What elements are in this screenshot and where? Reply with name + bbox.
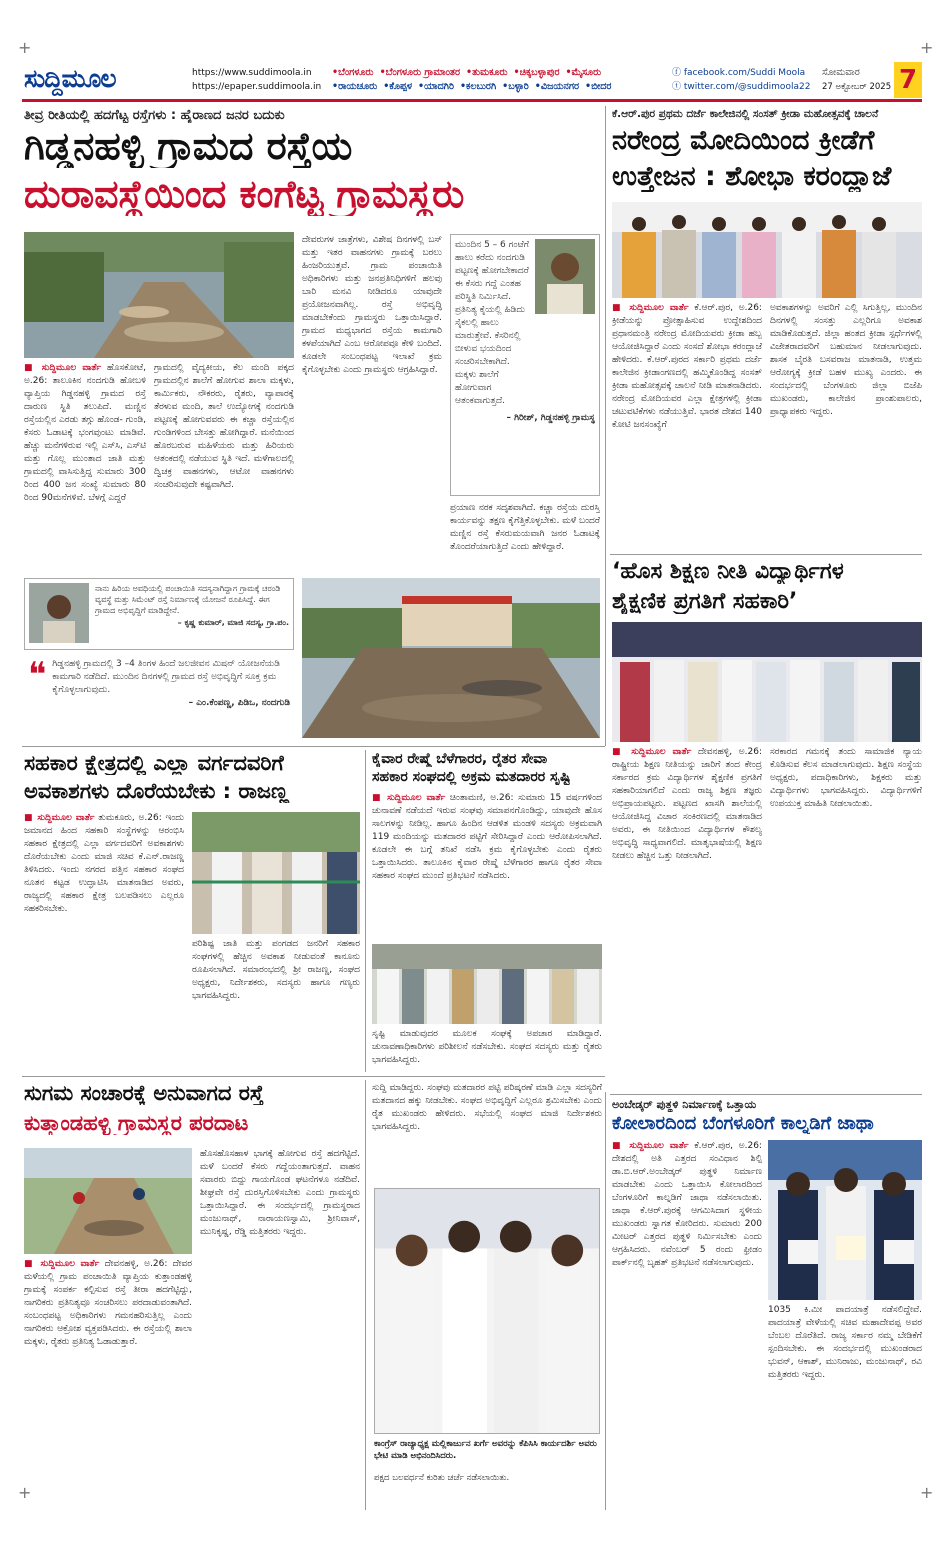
story5-column-1-text: ಚಿಂತಾಮಣಿ, ಅ.26: ಸುಮಾರು 15 ವರ್ಷಗಳಿಂದ ಚುನಾವಣೆ ನಡೆಯದೆ ಇರುವ ಸಂಘವು ಸಮಾಪನಗೊಂಡಿದ್ದು, ಯಾವುದೇ ಹೊಸ ಸಾಲಗಳನ್ನು ನೀಡಿಲ್ಲ. ಹಾಗೂ ಹಿಂದಿನ ಆಡಳಿತ ಮಂಡಳಿ ಸದಸ್ಯರು ಅಕ್ರಮವಾಗಿ 119 ಮಂದಿಯನ್ನು ಮತದಾರರ ಪಟ್ಟಿಗೆ ಸೇರಿಸಿದ್ದಾರೆ ಎಂದು ಆರೋಪಿಸಲಾಗಿದೆ. ಕೂಡಲೇ ಈ ಬಗ್ಗೆ ತನಿಖೆ ನಡೆಸಿ ಕ್ರಮ ಕೈಗೊಳ್ಳಬೇಕು ಎಂದು ರೈತರು ಒತ್ತಾಯಿಸಿದರು. ತಾಲೂಕಿನ ಕೈವಾರ ರೇಷ್ಮೆ ಬೆಳೆಗಾರರ ಹಾಗೂ ರೈತರ ಸೇವಾ ಸಹಕಾರ ಸಂಘದ ಮುಂದೆ ಪ್ರತಿಭಟನೆ ನಡೆಸಿದರು. [372, 793, 602, 881]
story1-column-3-text: ದೇವರುಗಳ ಜಾತ್ರೆಗಳು, ವಿಶೇಷ ದಿನಗಳಲ್ಲಿ ಬಸ್ ಮತ್ತು ಇತರ ವಾಹನಗಳು ಗ್ರಾಮಕ್ಕೆ ಬರಲು ಹಿಂಜರಿಯುತ್ತವೆ. ಗ್ರಾಮ ಪಂಚಾಯಿತಿ ಅಧಿಕಾರಿಗಳು ಮತ್ತು ಜನಪ್ರತಿನಿಧಿಗಳಿಗೆ ಹಲವು ಬಾರಿ ಮನವಿ ನೀಡಿದರೂ ಯಾವುದೇ ಪ್ರಯೋಜನವಾಗಿಲ್ಲ. ರಸ್ತೆ ಅಭಿವೃದ್ಧಿ ಮಾಡಬೇಕೆಂದು ಗ್ರಾಮಸ್ಥರು ಒತ್ತಾಯಿಸಿದ್ದಾರೆ. ಗ್ರಾಮದ ಮಧ್ಯಭಾಗದ ರಸ್ತೆಯ ಕಾಮಗಾರಿ ಕಳಪೆಯಾಗಿದೆ ಎಂಬ ಆರೋಪವೂ ಕೇಳಿ ಬಂದಿದೆ. ಕೂಡಲೇ ಸಂಬಂಧಪಟ್ಟ ಇಲಾಖೆ ಕ್ರಮ ಕೈಗೊಳ್ಳಬೇಕು ಎಂದು ಗ್ರಾಮಸ್ಥರು ಆಗ್ರಹಿಸಿದ್ದಾರೆ. [302, 235, 442, 375]
story3-column-1 [612, 746, 762, 1092]
city-item: •ಬೀದರ [585, 81, 612, 92]
quote-2-text: ನಾನು ಹಿರಿಯ ಅವಧಿಯಲ್ಲಿ ಪಂಚಾಯಿತಿ ಸದಸ್ಯನಾಗಿದ್ದಾಗ ಗ್ರಾಮಕ್ಕೆ ಚರಂಡಿ ವ್ಯವಸ್ಥೆ ಮತ್ತು ಸಿಮೆಂಟ್ ರಸ್ತೆ ನಿರ್ಮಾಣಕ್ಕೆ ಯೋಜನೆ ರೂಪಿಸಿದ್ದೆ. ಈಗ ಗ್ರಾಮದ ಅಭಿವೃದ್ಧಿಗೆ ಮಾಡಿದ್ದೇನೆ. [95, 584, 281, 615]
facebook-handle: facebook.com/Suddi Moola [683, 68, 806, 78]
story8-dateline: ■ ಸುದ್ದಿಮೂಲ ವಾರ್ತೆ [612, 1141, 689, 1151]
twitter-icon: ⓣ [672, 82, 684, 92]
facebook-icon: ⓕ [672, 68, 684, 78]
story2-kicker: ಕೆ.ಆರ್.ಪುರ ಪ್ರಥಮ ದರ್ಜೆ ಕಾಲೇಜಿನಲ್ಲಿ ಸಂಸತ್ ಕ್ರೀಡಾ ಮಹೋತ್ಸವಕ್ಕೆ ಚಾಲನೆ [612, 108, 879, 120]
story7-photo-caption: ಕಾಂಗ್ರೆಸ್ ರಾಜ್ಯಾಧ್ಯಕ್ಷ ಮಲ್ಲಿಕಾರ್ಜುನ ಖರ್ಗೆ ಅವರನ್ನು ಕೆಪಿಸಿಸಿ ಕಾರ್ಯದರ್ಶಿ ಅವರು ಭೇಟಿ ಮಾಡಿ ಅಭಿನಂದಿಸಿದರು. [374, 1439, 597, 1461]
story1-column-2 [154, 362, 294, 574]
facebook-link[interactable] [672, 66, 810, 80]
column-divider-mid [365, 750, 366, 1072]
masthead [22, 62, 922, 102]
city-item: •ಮೈಸೂರು [565, 67, 602, 78]
story1-quote-box [450, 234, 600, 496]
story5-column-2-text: ಸೃಷ್ಟಿ ಮಾಡುವುದರ ಮೂಲಕ ಸಂಘಕ್ಕೆ ಅಪಚಾರ ಮಾಡಿದ್ದಾರೆ. ಚುನಾವಣಾಧಿಕಾರಿಗಳು ಪರಿಶೀಲನೆ ನಡೆಸಬೇಕು. ಸಂಘದ ಸದಸ್ಯರು ಮತ್ತು ರೈತರು ಭಾಗವಹಿಸಿದ್ದರು. [372, 1029, 602, 1065]
story7-column-1 [372, 1082, 602, 1182]
story7-column-1-text: ಸುದ್ದಿ ಮಾಡಿದ್ದರು. ಸಂಘವು ಮತದಾರರ ಪಟ್ಟಿ ಪರಿಷ್ಕರಣೆ ಮಾಡಿ ಎಲ್ಲಾ ಸದಸ್ಯರಿಗೆ ಮತದಾನದ ಹಕ್ಕು ನೀಡಬೇಕು. ಸಂಘದ ಅಭಿವೃದ್ಧಿಗೆ ಎಲ್ಲರೂ ಶ್ರಮಿಸಬೇಕು ಎಂದು ರೈತ ಮುಖಂಡರು ಹೇಳಿದರು. ಸಭೆಯಲ್ಲಿ ಸಂಘದ ಮಾಜಿ ನಿರ್ದೇಶಕರು ಭಾಗವಹಿಸಿದ್ದರು. [372, 1083, 602, 1132]
story1-quote-3 [24, 654, 294, 730]
story2-column-1 [612, 302, 762, 550]
newspaper-page [22, 62, 922, 1512]
story4-column-1 [24, 812, 184, 1072]
city-item: •ವಿಜಯನಗರ [534, 81, 580, 92]
story1-headline-1: ಗಿಡ್ಡನಹಳ್ಳಿ ಗ್ರಾಮದ ರಸ್ತೆಯ [24, 126, 353, 168]
story4-dateline: ■ ಸುದ್ದಿಮೂಲ ವಾರ್ತೆ [24, 813, 95, 823]
city-item: •ತುಮಕೂರು [466, 67, 508, 78]
story1-photo-village [302, 578, 600, 738]
column-divider-right [605, 1092, 606, 1510]
masthead-urls [192, 66, 321, 94]
quote-box-portrait [535, 239, 595, 314]
story8-headline: ಕೋಲಾರದಿಂದ ಬೆಂಗಳೂರಿಗೆ ಕಾಲ್ನಡಿಗೆ ಜಾಥಾ [612, 1114, 874, 1134]
weekday: ಸೋಮವಾರ [822, 67, 860, 78]
issue-date [822, 66, 891, 94]
story1-photo-road [24, 232, 294, 358]
story6-headline-2: ಕುತ್ತಾಂಡಹಳ್ಳಿ ಗ್ರಾಮಸ್ಥರ ಪರದಾಟ [24, 1112, 249, 1135]
story2-headline-1: ನರೇಂದ್ರ ಮೋದಿಯಿಂದ ಕ್ರೀಡೆಗೆ [612, 126, 875, 156]
city-item: •ಬಳ್ಳಾರಿ [502, 81, 529, 92]
story5-column-2 [372, 1028, 602, 1074]
story2-dateline: ■ ಸುದ್ದಿಮೂಲ ವಾರ್ತೆ [612, 303, 689, 313]
quote-3-text: ಗಿಡ್ಡನಹಳ್ಳಿ ಗ್ರಾಮದಲ್ಲಿ 3 –4 ತಿಂಗಳ ಹಿಂದೆ ಜಲಜೀವನ ಮಿಷನ್ ಯೋಜನೆಯಡಿ ಕಾಮಗಾರಿ ನಡೆದಿದೆ. ಮುಂದಿನ ದಿನಗಳಲ್ಲಿ ಗ್ರಾಮದ ರಸ್ತೆ ಅಭಿವೃದ್ಧಿಗೆ ಸೂಕ್ತ ಕ್ರಮ ಕೈಗೊಳ್ಳಲಾಗುವುದು. [52, 659, 280, 695]
epaper-link[interactable]: https://epaper.suddimoola.in [192, 82, 322, 92]
quote-mark-icon: ❝ [28, 655, 47, 695]
twitter-handle: twitter.com/@suddimoola22 [683, 82, 811, 92]
story3-photo-group [612, 622, 922, 742]
crop-mark-br: + [920, 1483, 934, 1502]
city-item: •ಕಲಬುರಗಿ [459, 81, 497, 92]
quote-box-signature: – ಗಿರೀಶ್, ಗಿಡ್ಡನಹಳ್ಳಿ ಗ್ರಾಮಸ್ಥ [506, 413, 595, 423]
quote-2-signature: – ಕೃಷ್ಣ ಕುಮಾರ್, ಮಾಜಿ ಸದಸ್ಯ, ಗ್ರಾ.ಪಂ. [177, 618, 289, 627]
story2-photo-sports-event [612, 202, 922, 298]
page-number: 7 [894, 62, 922, 98]
story2-headline-2: ಉತ್ತೇಜನ : ಶೋಭಾ ಕರಂದ್ಲಾಜೆ [612, 162, 892, 192]
quote-2-portrait [29, 583, 89, 643]
story4-column-2-text: ಪರಿಶಿಷ್ಟ ಜಾತಿ ಮತ್ತು ಪಂಗಡದ ಜನರಿಗೆ ಸಹಕಾರ ಸಂಘಗಳಲ್ಲಿ ಹೆಚ್ಚಿನ ಅವಕಾಶ ನೀಡುವಂತೆ ಕಾನೂನು ರೂಪಿಸಲಾಗಿದೆ. ಸಮಾರಂಭದಲ್ಲಿ ಶ್ರೀ ರಾಜಣ್ಣ, ಸಂಘದ ಅಧ್ಯಕ್ಷರು, ನಿರ್ದೇಶಕರು, ಸದಸ್ಯರು ಹಾಗೂ ಗಣ್ಯರು ಭಾಗವಹಿಸಿದ್ದರು. [192, 939, 360, 1001]
story3-dateline: ■ ಸುದ್ದಿಮೂಲ ವಾರ್ತೆ [612, 747, 692, 757]
city-editions [332, 66, 672, 94]
story4-photo-inauguration [192, 812, 360, 934]
row-divider-left [22, 746, 605, 747]
date: 27 ಅಕ್ಟೋಬರ್ 2025 [822, 82, 892, 92]
story3-column-1-text: ದೇವನಹಳ್ಳಿ, ಅ.26: ರಾಷ್ಟ್ರೀಯ ಶಿಕ್ಷಣ ನೀತಿಯನ್ನು ಜಾರಿಗೆ ತಂದ ಕೇಂದ್ರ ಸರ್ಕಾರದ ಕ್ರಮ ವಿದ್ಯಾರ್ಥಿಗಳ ಶೈಕ್ಷಣಿಕ ಪ್ರಗತಿಗೆ ಸಹಕಾರಿಯಾಗಲಿದೆ ಎಂದು ರಾಜ್ಯ ಶಿಕ್ಷಣ ತಜ್ಞರು ಅಭಿಪ್ರಾಯಪಟ್ಟರು. ಪಟ್ಟಣದ ಖಾಸಗಿ ಶಾಲೆಯಲ್ಲಿ ಆಯೋಜಿಸಿದ್ದ ವಿಚಾರ ಸಂಕಿರಣದಲ್ಲಿ ಮಾತನಾಡಿದ ಅವರು, ಈ ನೀತಿಯಿಂದ ವಿದ್ಯಾರ್ಥಿಗಳ ಕೌಶಲ್ಯ ಅಭಿವೃದ್ಧಿ ಸಾಧ್ಯವಾಗಲಿದೆ. ಮಾತೃಭಾಷೆಯಲ್ಲಿ ಶಿಕ್ಷಣ ನೀಡಲು ಹೆಚ್ಚಿನ ಒತ್ತು ನೀಡಲಾಗಿದೆ. [612, 747, 762, 861]
story5-photo-protest [372, 944, 602, 1024]
story4-column-1-text: ತುಮಕೂರು, ಅ.26: ಇಂದು ಜಮಾನದ ಹಿಂದ ಸಹಕಾರಿ ಸಂಸ್ಥೆಗಳನ್ನು ಆರಂಭಿಸಿ ಸಹಕಾರ ಕ್ಷೇತ್ರದಲ್ಲಿ ಎಲ್ಲಾ ವರ್ಗದವರಿಗೆ ಅವಕಾಶಗಳು ದೊರೆಯಬೇಕು ಎಂದು ಮಾಜಿ ಸಚಿವ ಕೆ.ಎನ್.ರಾಜಣ್ಣ ತಿಳಿಸಿದರು. ಇಂದು ನಗರದ ಪತ್ತಿನ ಸಹಕಾರ ಸಂಘದ ನೂತನ ಕಟ್ಟಡ ಉದ್ಘಾಟಿಸಿ ಮಾತನಾಡಿದ ಅವರು, ರಾಜ್ಯದಲ್ಲಿ ಸಹಕಾರ ಕ್ಷೇತ್ರ ಬಲಪಡಿಸಲು ಎಲ್ಲರೂ ಸಹಕರಿಸಬೇಕು. [24, 813, 184, 914]
story2-column-2 [770, 302, 922, 550]
row-divider-left-2 [22, 1076, 605, 1077]
story6-column-1 [24, 1258, 192, 1508]
story1-column-2-text: ಗ್ರಾಮದಲ್ಲಿ ವೈದ್ಯಕೀಯ, ಕೆಲ ಮಂದಿ ಪಕ್ಕದ ಗ್ರಾಮದಲ್ಲಿನ ಶಾಲೆಗೆ ಹೋಗುವ ಶಾಲಾ ಮಕ್ಕಳು, ಕಾರ್ಮಿಕರು, ನೌಕರರು, ರೈತರು, ವ್ಯಾಪಾರಕ್ಕೆ ತೆರಳುವ ಮಂದಿ, ತಾಲೆ ಉದ್ಯೋಗಕ್ಕೆ ನಂದಗುಡಿ ಪಟ್ಟಣಕ್ಕೆ ಹೋಗುವವರು ಈ ಕಚ್ಚಾ ರಸ್ತೆಯಲ್ಲಿನ ಗುಂಡಿಗಳಿಂದ ಬೇಸತ್ತು ಹೋಗಿದ್ದಾರೆ. ಮನೆಯಿಂದ ಹೊರಬರುವ ಮಹಿಳೆಯರು ಮತ್ತು ಹಿರಿಯರು ಆತಂಕದಲ್ಲಿ ನಡೆಯುವ ಸ್ಥಿತಿ ಇದೆ. ಮಳೆಗಾಲದಲ್ಲಿ ದ್ವಿಚಕ್ರ ವಾಹನಗಳು, ಆಟೋ ವಾಹನಗಳು ಸಂಚರಿಸುವುದೇ ಕಷ್ಟವಾಗಿದೆ. [154, 363, 294, 490]
story8-photo-march [768, 1140, 922, 1300]
story1-kicker: ತೀವ್ರ ರೀತಿಯಲ್ಲಿ ಹದಗೆಟ್ಟ ರಸ್ತೆಗಳು : ಹೈರಾಣದ ಜನರ ಬದುಕು [24, 108, 285, 123]
story8-kicker: ಅಂಬೇಡ್ಕರ್ ಪುತ್ಥಳಿ ನಿರ್ಮಾಣಕ್ಕೆ ಒತ್ತಾಯ [612, 1098, 757, 1111]
city-item: •ಕೊಪ್ಪಳ [383, 81, 413, 92]
quote-3-signature: – ಎಂ.ಕೆಂಪಣ್ಣ, ಪಿಡಿಒ, ನಂದಗುಡಿ [188, 698, 290, 708]
story2-column-2-text: ಅವಕಾಶಗಳನ್ನು ಅವರಿಗೆ ಎಲ್ಲಿ ಸಿಗುತ್ತಿಲ್ಲ, ಮುಂದಿನ ದಿನಗಳಲ್ಲಿ ಸಂಸತ್ತು ಎಲ್ಲರಿಗೂ ಅವಕಾಶ ಮಾಡಿಕೊಡುತ್ತದೆ. ಜಿಲ್ಲಾ ಹಂತದ ಕ್ರೀಡಾ ಸ್ಪರ್ಧೆಗಳಲ್ಲಿ ವಿಜೇತರಾದವರಿಗೆ ಬಹುಮಾನ ನೀಡಲಾಗುವುದು. ಶಾಸಕ ಬೈರತಿ ಬಸವರಾಜ ಮಾತನಾಡಿ, ಉತ್ತಮ ಆರೋಗ್ಯಕ್ಕೆ ಕ್ರೀಡೆ ಬಹಳ ಮುಖ್ಯ ಎಂದರು. ಈ ಸಂದರ್ಭದಲ್ಲಿ ಬೆಂಗಳೂರು ಜಿಲ್ಲಾ ಬಿಜೆಪಿ ಮುಖಂಡರು, ಕಾಲೇಜಿನ ಪ್ರಾಂಶುಪಾಲರು, ಪ್ರಾಧ್ಯಾಪಕರು ಇದ್ದರು. [770, 303, 922, 417]
story5-headline-2: ಸಹಕಾರ ಸಂಘದಲ್ಲಿ ಅಕ್ರಮ ಮತದಾರರ ಸೃಷ್ಟಿ [372, 770, 571, 785]
story6-column-2 [200, 1148, 360, 1508]
city-item: •ಬೆಂಗಳೂರು [332, 67, 374, 78]
story2-column-1-text: ಕೆ.ಆರ್.ಪುರ, ಅ.26: ಕ್ರೀಡೆಯನ್ನು ಪ್ರೋತ್ಸಾಹಿಸುವ ಉದ್ದೇಶದಿಂದ ಪ್ರಧಾನಮಂತ್ರಿ ನರೇಂದ್ರ ಮೋದಿಯವರು ಕ್ರೀಡಾ ಹಬ್ಬ ಆಯೋಜಿಸಿದ್ದಾರೆ ಎಂದು ಸಂಸದೆ ಶೋಭಾ ಕರಂದ್ಲಾಜೆ ಹೇಳಿದರು. ಕೆ.ಆರ್.ಪುರದ ಸರ್ಕಾರಿ ಪ್ರಥಮ ದರ್ಜೆ ಕಾಲೇಜಿನ ಕ್ರೀಡಾಂಗಣದಲ್ಲಿ ಹಮ್ಮಿಕೊಂಡಿದ್ದ ಸಂಸತ್ ಕ್ರೀಡಾ ಮಹೋತ್ಸವಕ್ಕೆ ಚಾಲನೆ ನೀಡಿ ಮಾತನಾಡಿದರು. ನರೇಂದ್ರ ಮೋದಿಯವರ ಎಲ್ಲಾ ಕ್ಷೇತ್ರಗಳಲ್ಲಿ ಕ್ರೀಡಾ ಚಟುವಟಿಕೆಗಳು ನಡೆಯುತ್ತಿವೆ. ಭಾರತ ದೇಶದ 140 ಕೋಟಿ ಜನಸಂಖ್ಯೆಗೆ [612, 303, 762, 430]
story1-column-1 [24, 362, 146, 574]
story8-column-1 [612, 1140, 762, 1510]
city-item: •ರಾಯಚೂರು [332, 81, 378, 92]
story1-quote-2 [24, 578, 294, 650]
row-divider-right [610, 1094, 922, 1095]
story4-headline-1: ಸಹಕಾರ ಕ್ಷೇತ್ರದಲ್ಲಿ ಎಲ್ಲಾ ವರ್ಗದವರಿಗೆ [24, 752, 284, 775]
story5-dateline: ■ ಸುದ್ದಿಮೂಲ ವಾರ್ತೆ [372, 793, 446, 803]
crop-mark-tr: + [920, 38, 934, 57]
city-item: •ಚಿಕ್ಕಬಳ್ಳಾಪುರ [513, 67, 560, 78]
story1-column-4-text: ಪ್ರಯಾಣ ನರಕ ಸದೃಶವಾಗಿದೆ. ಕಚ್ಚಾ ರಸ್ತೆಯ ದುರಸ್ತಿ ಕಾರ್ಯವನ್ನು ತಕ್ಷಣ ಕೈಗೆತ್ತಿಕೊಳ್ಳಬೇಕು. ಮಳೆ ಬಂದರೆ ಮಣ್ಣಿನ ರಸ್ತೆ ಕೆಸರುಮಯವಾಗಿ ಜನರ ಓಡಾಟಕ್ಕೆ ತೊಂದರೆಯಾಗುತ್ತಿದೆ ಎಂದು ಹೇಳಿದ್ದಾರೆ. [450, 503, 600, 552]
story8-column-2-text: 1035 ಕಿ.ಮೀ ಪಾದಯಾತ್ರೆ ನಡೆಸಲಿದ್ದೇವೆ. ಪಾದಯಾತ್ರೆ ವೇಳೆಯಲ್ಲಿ ಸಚಿವ ಮಹಾದೇವಪ್ಪ ಅವರ ಬೆಂಬಲ ದೊರೆತಿದೆ. ರಾಜ್ಯ ಸರ್ಕಾರ ನಮ್ಮ ಬೇಡಿಕೆಗೆ ಸ್ಪಂದಿಸಬೇಕು. ಈ ಸಂದರ್ಭದಲ್ಲಿ ಮುಖಂಡರಾದ ಭುವನ್, ಆಕಾಶ್, ಮುನಿರಾಜು, ಮಂಜುನಾಥ್, ರವಿ ಮತ್ತಿತರರು ಇದ್ದರು. [768, 1305, 922, 1380]
story6-dateline: ■ ಸುದ್ದಿಮೂಲ ವಾರ್ತೆ [24, 1259, 100, 1269]
story1-headline-2: ದುರಾವಸ್ಥೆಯಿಂದ ಕಂಗೆಟ್ಟ ಗ್ರಾಮಸ್ಥರು [24, 174, 465, 216]
website-link[interactable]: https://www.suddimoola.in [192, 68, 312, 78]
story1-column-4 [450, 502, 600, 574]
quote-box-text: ಮುಂದಿನ 5 – 6 ಗಂಟೆಗೆ ಹಾಲು ಕರೆದು ನಂದಗುಡಿ ಪಟ್ಟಣಕ್ಕೆ ಹೋಗಬೇಕಾದರೆ ಈ ಕೆಸರು ಗದ್ದೆ ಎಂತಹ ಪರಿಸ್ಥಿತಿ ನಿರ್ಮಿಸಿದೆ. ಪ್ರತಿನಿತ್ಯ ಕೈಯಲ್ಲಿ ಹಿಡಿದು ಸೈಕಲಲ್ಲಿ ಹಾಲು ಮಾರುತ್ತೇವೆ. ಕೆಸರಿನಲ್ಲಿ ಬೀಳುವ ಭಯದಿಂದ ಸಂಚರಿಸಬೇಕಾಗಿದೆ. ಮಕ್ಕಳು ಶಾಲೆಗೆ ಹೋಗುವಾಗ ಆತಂಕವಾಗುತ್ತದೆ. [455, 240, 529, 406]
crop-mark-tl: + [18, 38, 32, 57]
story1-dateline: ■ ಸುದ್ದಿಮೂಲ ವಾರ್ತೆ [24, 363, 102, 373]
city-row-2 [332, 80, 672, 94]
column-divider [605, 106, 606, 746]
column-divider-mid-2 [365, 1080, 366, 1510]
story3-headline-1: ‘ಹೊಸ ಶಿಕ್ಷಣ ನೀತಿ ವಿದ್ಯಾರ್ಥಿಗಳ [612, 560, 844, 584]
story8-column-1-text: ಕೆ.ಆರ್.ಪುರ, ಅ.26: ದೇಶದಲ್ಲಿ ಅತಿ ಎತ್ತರದ ಸಂವಿಧಾನ ಶಿಲ್ಪಿ ಡಾ.ಬಿ.ಆರ್.ಅಂಬೇಡ್ಕರ್ ಪುತ್ಥಳಿ ನಿರ್ಮಾಣ ಮಾಡಬೇಕು ಎಂದು ಒತ್ತಾಯಿಸಿ ಕೋಲಾರದಿಂದ ಬೆಂಗಳೂರಿಗೆ ಕಾಲ್ನಡಿಗೆ ಜಾಥಾ ನಡೆಸಲಾಯಿತು. ಜಾಥಾ ಕೆ.ಆರ್.ಪುರಕ್ಕೆ ಆಗಮಿಸಿದಾಗ ಸ್ಥಳೀಯ ಮುಖಂಡರು ಸ್ವಾಗತ ಕೋರಿದರು. ಸುಮಾರು 200 ಮೀಟರ್ ಎತ್ತರದ ಪುತ್ಥಳಿ ನಿರ್ಮಿಸಬೇಕು ಎಂದು ಆಗ್ರಹಿಸಿದರು. ನವೆಂಬರ್ 5 ರಂದು ಫ್ರೀಡಂ ಪಾರ್ಕ್‌ನಲ್ಲಿ ಬೃಹತ್ ಪ್ರತಿಭಟನೆ ನಡೆಸಲಾಗುವುದು. [612, 1141, 762, 1268]
twitter-link[interactable] [672, 80, 810, 94]
story5-headline-1: ಕೈವಾರ ರೇಷ್ಮೆ ಬೆಳೆಗಾರರ, ರೈತರ ಸೇವಾ [372, 752, 548, 767]
social-links [672, 66, 810, 94]
story6-column-1-text: ದೇವನಹಳ್ಳಿ, ಅ.26: ದೇವರ ಮಳೆಯಲ್ಲಿ ಗ್ರಾಮ ಪಂಚಾಯಿತಿ ವ್ಯಾಪ್ತಿಯ ಕುತ್ತಾಂಡಹಳ್ಳಿ ಗ್ರಾಮಕ್ಕೆ ಸಂಪರ್ಕ ಕಲ್ಪಿಸುವ ರಸ್ತೆ ತೀರಾ ಹದಗೆಟ್ಟಿದ್ದು, ನಾಗರಿಕರು ಪ್ರತಿನಿತ್ಯವೂ ಸಂಚರಿಸಲು ಪರದಾಡುವಂತಾಗಿದೆ. ಸಂಬಂಧಪಟ್ಟ ಅಧಿಕಾರಿಗಳು ಗಮನಹರಿಸುತ್ತಿಲ್ಲ ಎಂದು ನಾಗರಿಕರು ಆಕ್ರೋಶ ವ್ಯಕ್ತಪಡಿಸಿದರು. ಈ ರಸ್ತೆಯಲ್ಲಿ ಶಾಲಾ ಮಕ್ಕಳು, ರೈತರು ಪ್ರತಿನಿತ್ಯ ಓಡಾಡುತ್ತಾರೆ. [24, 1259, 192, 1347]
story3-column-2-text: ಸರಕಾರದ ಗಮನಕ್ಕೆ ತಂದು ಸಾಮಾಜಿಕ ನ್ಯಾಯ ಕೊಡಿಸುವ ಕೆಲಸ ಮಾಡಲಾಗುವುದು. ಶಿಕ್ಷಣ ಸಂಸ್ಥೆಯ ಅಧ್ಯಕ್ಷರು, ಪದಾಧಿಕಾರಿಗಳು, ಶಿಕ್ಷಕರು ಮತ್ತು ವಿದ್ಯಾರ್ಥಿಗಳು ಭಾಗವಹಿಸಿದ್ದರು. ವಿದ್ಯಾರ್ಥಿಗಳಿಗೆ ಉಪಯುಕ್ತ ಮಾಹಿತಿ ನೀಡಲಾಯಿತು. [770, 747, 922, 809]
story3-headline-2: ಶೈಕ್ಷಣಿಕ ಪ್ರಗತಿಗೆ ಸಹಕಾರಿ’ [612, 590, 798, 614]
story6-photo-bad-road [24, 1148, 192, 1254]
story6-column-2-text: ಹೊಸಹೊಸಹಾಳ ಭಾಗಕ್ಕೆ ಹೋಗುವ ರಸ್ತೆ ಹದಗೆಟ್ಟಿದೆ. ಮಳೆ ಬಂದರೆ ಕೆಸರು ಗದ್ದೆಯಂತಾಗುತ್ತದೆ. ವಾಹನ ಸವಾರರು ಬಿದ್ದು ಗಾಯಗೊಂಡ ಘಟನೆಗಳೂ ನಡೆದಿವೆ. ಶೀಘ್ರವೇ ರಸ್ತೆ ದುರಸ್ತಿಗೊಳಿಸಬೇಕು ಎಂದು ಗ್ರಾಮಸ್ಥರು ಒತ್ತಾಯಿಸಿದ್ದಾರೆ. ಈ ಸಂದರ್ಭದಲ್ಲಿ ಗ್ರಾಮಸ್ಥರಾದ ಮಂಜುನಾಥ್, ನಾರಾಯಣಸ್ವಾಮಿ, ಶ್ರೀನಿವಾಸ್, ಮುನಿಕೃಷ್ಣ, ರೆಡ್ಡಿ ಮತ್ತಿತರರು ಇದ್ದರು. [200, 1149, 360, 1237]
story5-column-1 [372, 792, 602, 942]
story4-column-2 [192, 938, 360, 1072]
city-item: •ಬೆಂಗಳೂರು ಗ್ರಾಮಾಂತರ [379, 67, 460, 78]
newspaper-logo[interactable]: ಸುದ್ದಿಮೂಲ [24, 64, 116, 93]
city-item: •ಯಾದಗಿರಿ [418, 81, 454, 92]
story7-photo-meeting [374, 1188, 600, 1434]
story3-column-2 [770, 746, 922, 1092]
story4-headline-2: ಅವಕಾಶಗಳು ದೊರೆಯಬೇಕು : ರಾಜಣ್ಣ [24, 780, 289, 803]
story7-photo-caption-2: ಪಕ್ಷದ ಬಲವರ್ಧನೆ ಕುರಿತು ಚರ್ಚೆ ನಡೆಸಲಾಯಿತು. [374, 1473, 510, 1483]
city-row-1 [332, 66, 672, 80]
story1-column-3 [302, 234, 442, 574]
story1-column-1-text: ಹೊಸಕೋಟೆ, ಅ.26: ತಾಲೂಕಿನ ನಂದಗುಡಿ ಹೋಬಳಿ ವ್ಯಾಪ್ತಿಯ ಗಿಡ್ಡನಹಳ್ಳಿ ಗ್ರಾಮದ ರಸ್ತೆ ದಾರುಣ ಸ್ಥಿತಿ ತಲುಪಿದೆ. ಮಣ್ಣಿನ ರಸ್ತೆಯಲ್ಲಿನ ಎರಡು ತಗ್ಗು ಹೊಂಡ- ಗುಂಡಿ, ಕೆಸರು ಓಡಾಟಕ್ಕೆ ಭಂಗವುಂಟು ಮಾಡಿವೆ. ಹೆಚ್ಚು ಮನೆಗಳಿರುವ ಇಲ್ಲಿ ಎಸ್‌ಸಿ, ಎಸ್‌ಟಿ ಮತ್ತು ಗೊಲ್ಲ ಮುಂತಾದ ಜಾತಿ ಮತ್ತು ಗ್ರಾಮದಲ್ಲಿ ವಾಸಿಸುತ್ತಿದ್ದ ಸುಮಾರು 300 ರಿಂದ 400 ಜನ ಸಂಖ್ಯೆ ಸುಮಾರು 80 ರಿಂದ 90ಮನೆಗಳಿವೆ. ಬೆಳಗ್ಗೆ ಎದ್ದರೆ [24, 363, 146, 503]
story8-column-2 [768, 1304, 922, 1510]
crop-mark-bl: + [18, 1483, 32, 1502]
row-divider [610, 554, 922, 555]
story6-headline-1: ಸುಗಮ ಸಂಚಾರಕ್ಕೆ ಅನುವಾಗದ ರಸ್ತೆ [24, 1082, 264, 1105]
